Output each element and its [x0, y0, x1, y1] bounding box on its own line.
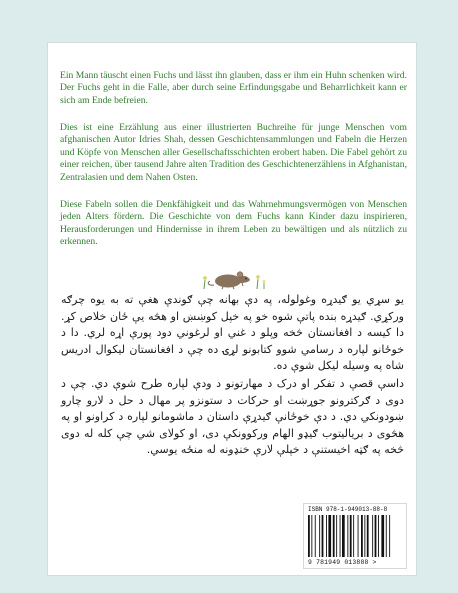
isbn-label: ISBN 978-1-949013-88-8 — [308, 506, 388, 513]
flower-left — [203, 276, 207, 289]
pashto-blurb-paragraph-2: داسې قصې د تفکر او درک د مهارتونو د ودې لپاره طرح شوې دي. چې د دوی د ګرکترونو جوړښت او حرکات د ستونزو پر مهال د حل د لارو چارو ښودونکي دي. د دې خوځانې ګيدړې داستان د ماشومانو لپاره د کراونو او په هڅوی د برياليتوب ګيډو الهام ورکوونکې دی، او کولای شي چې کله له دوی څخه په ګټه اخيستنې د خپلې لارې خنډونه له منځه يوسي. — [61, 377, 404, 456]
german-blurb-paragraph-1: Ein Mann täuscht einen Fuchs und lässt ihn glauben, dass er ihm ein Huhn schenken wird. Der Fuchs geht in die Falle, aber durch seine Erfindungsgabe und Beharrlichkeit kann er sich am Ende befreien. — [60, 70, 407, 106]
flower-right — [256, 275, 266, 289]
isbn-barcode-box — [303, 503, 407, 569]
mouse-figure — [208, 272, 250, 289]
german-blurb-paragraph-2: Dies ist eine Erzählung aus einer illustrierten Buchreihe für junge Menschen vom afghanischen Autor Idries Shah, dessen Geschichtensammlungen und Fabeln die Herzen und Köpfe von Menschen aller Gesellschaftsschichten erobert haben. Die Fabel gehört zu einer reichen, über tausend Jahre alten Tradition des Geschichtenerzählens in Afghanistan, Zentralasien und dem Nahen Osten. — [60, 122, 407, 183]
barcode-number: 9 781949 013888 > — [308, 559, 377, 566]
pashto-blurb-paragraph-1: يو سړي يو ګيدړه وغولوله، په دې بهانه چې ګوندې هغې ته به يوه چرګه ورکړي. ګيدړه بنده پاتې شوه خو په خپل کوښښ او هڅه يې ځان خلاص کړ. دا کيسه د افغانستان څخه وپلو د غني او لرغوني دود پورې اړه لري. دا د خوځانو لپاره د رسامي شوو کتابونو لړۍ ده چې د افغانستان ليکوال ادريس شاه په وسيله ليکل شوې ده. — [61, 293, 404, 372]
back-cover-text-panel — [47, 42, 417, 576]
german-blurb-paragraph-3: Diese Fabeln sollen die Denkfähigkeit und das Wahrnehmungsvermögen von Menschen jeden Alters fördern. Die Geschichte von dem Fuchs kann Kinder dazu inspirieren, Herausforderungen und Hindernisse in ihrem Leben zu bewältigen und als nützlich zu erkennen. — [60, 199, 407, 248]
mouse-illustration — [196, 265, 270, 291]
barcode-bars — [308, 515, 404, 557]
